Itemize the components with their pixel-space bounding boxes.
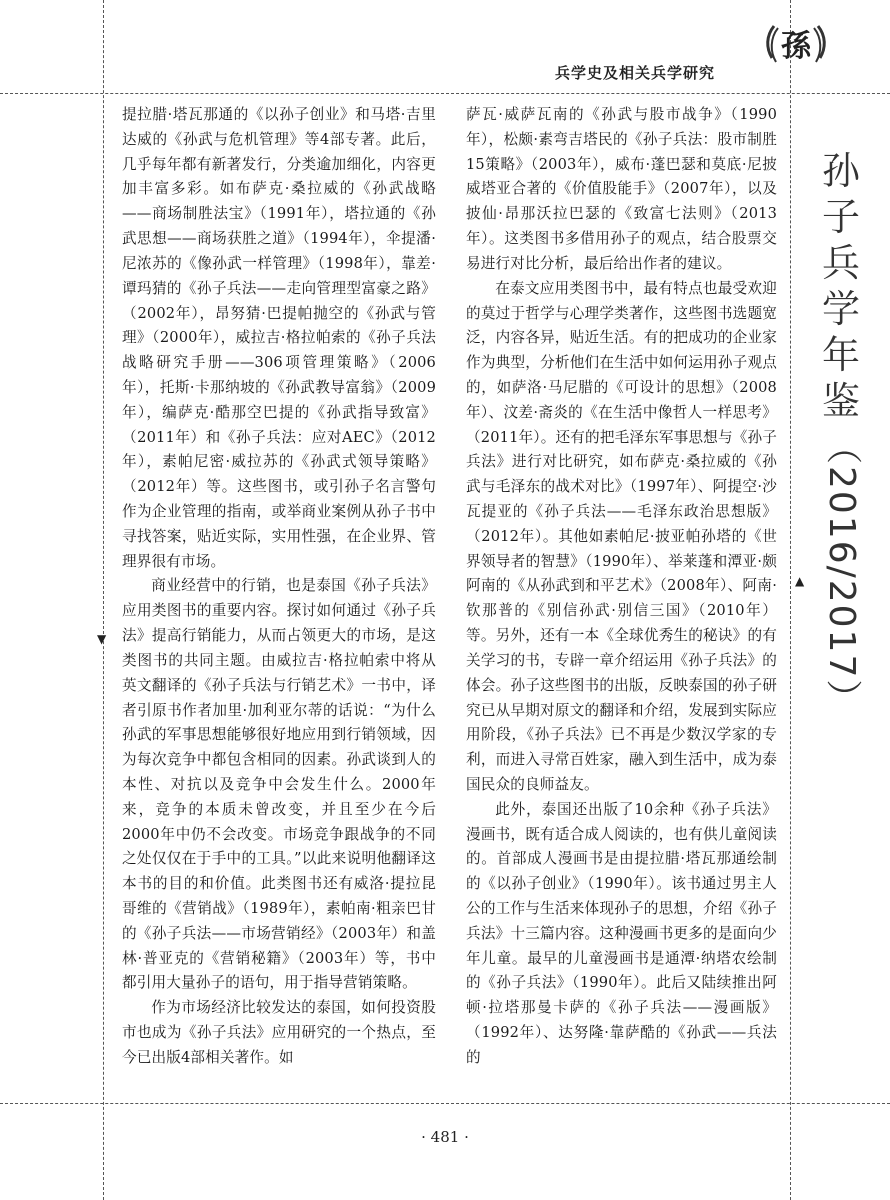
emblem-logo-icon xyxy=(764,18,828,74)
side-title-char: 孙 xyxy=(821,149,860,193)
running-header: 兵学史及相关兵学研究 xyxy=(555,64,716,82)
down-triangle-marker-icon: ▼ xyxy=(97,632,107,646)
top-dashed-rule xyxy=(0,93,890,94)
side-title-char: 学 xyxy=(821,287,860,331)
side-title-char: 鉴 xyxy=(821,379,860,423)
left-dashed-rule xyxy=(103,0,104,1200)
side-title-char: 子 xyxy=(821,195,860,239)
yearbook-side-title xyxy=(812,148,870,717)
page-number: · 481 · xyxy=(421,1128,469,1146)
paragraph: 萨瓦·威萨瓦南的《孙武与股市战争》（1990年），松颇·素弯吉塔民的《孙子兵法：股市制胜15策略》（2003年），威布·蓬巴瑟和莫底·尼披威塔亚合著的《价值股能手》（2007年），以及披仙·昂那沃拉巴瑟的《致富七法则》（2013年）。这类图书多借用孙子的观点，结合股票交易进行对比分析，最后给出作者的建议。 xyxy=(466,106,777,272)
bottom-dashed-rule xyxy=(0,1103,890,1104)
side-title-year: （2016/2017） xyxy=(821,428,862,718)
paragraph: 在泰文应用类图书中，最有特点也最受欢迎的莫过于哲学与心理学类著作，这些图书选题宽泛，内容各异，贴近生活。有的把成功的企业家作为典型，分析他们在生活中如何运用孙子观点的，如萨洛·马尼腊的《可设计的思想》（2008年）、汶差·斋炎的《在生活中像哲人一样思考》（2011年）。还有的把毛泽东军事思想与《孙子兵法》进行对比研究，如布萨克·桑拉威的《孙武与毛泽东的战术对比》（1997年）、阿提空·沙瓦提亚的《孙子兵法——毛泽东政治思想版》（2012年）。其他如素帕尼·披亚帕孙塔的《世界领导者的智慧》（1990年）、举莱蓬和潭亚·颇阿南的《从孙武到和平艺术》（2008年）、阿南·钦那普的《别信孙武·别信三国》（2010年）等。另外，还有一本《全球优秀生的秘诀》的有关学习的书，专辟一章介绍运用《孙子兵法》的体会。孙子这些图书的出版，反映泰国的孙子研究已从早期对原文的翻译和介绍，发展到实际应用阶段，《孙子兵法》已不再是少数汉学家的专利，而进入寻常百姓家，融入到生活中，成为泰国民众的良师益友。 xyxy=(466,279,777,793)
left-text-column xyxy=(122,103,436,1096)
up-triangle-marker-icon: ▲ xyxy=(795,574,805,588)
right-text-column xyxy=(466,103,777,1096)
paragraph: 商业经营中的行销，也是泰国《孙子兵法》应用类图书的重要内容。探讨如何通过《孙子兵法》提高行销能力，从而占领更大的市场，是这类图书的共同主题。由威拉吉·格拉帕索中将从英文翻译的《孙子兵法与行销艺术》一书中，译者引原书作者加里·加利亚尔蒂的话说：“为什么孙武的军事思想能够很好地应用到行销领域，因为每次竞争中都包含相同的因素。孙武谈到人的本性、对抗以及竞争中会发生什么。2000年来，竞争的本质未曾改变，并且至少在今后2000年中仍不会改变。市场竞争跟战争的不同之处仅仅在于手中的工具。”以此来说明他翻译这本书的目的和价值。此类图书还有威洛·提拉昆哥维的《营销战》（1989年），素帕南·粗亲巴甘的《孙子兵法——市场营销经》（2003年）和盖林·普亚克的《营销秘籍》（2003年）等，书中都引用大量孙子的语句，用于指导营销策略。 xyxy=(122,577,436,992)
inner-right-dashed-rule xyxy=(790,0,791,1200)
paragraph: 提拉腊·塔瓦那通的《以孙子创业》和马塔·吉里达威的《孙武与危机管理》等4部专著。此后，几乎每年都有新著发行，分类逾加细化，内容更加丰富多彩。如布萨克·桑拉威的《孙武战略——商场制胜法宝》（1991年），塔拉通的《孙武思想——商场获胜之道》（1994年），伞提潘·尼浓苏的《像孙武一样管理》（1998年），靠差·谭玛猜的《孙子兵法——走向管理型富豪之路》（2002年），昂努猜·巴提帕抛空的《孙武与管理》（2000年），威拉吉·格拉帕索的《孙子兵法战略研究手册——306项管理策略》（2006年），托斯·卡那纳坡的《孙武教导富翁》（2009年），编萨克·酷那空巴提的《孙武指导致富》（2011年）和《孙子兵法：应对AEC》（2012年），素帕尼密·威拉苏的《孙武式领导策略》（2012年）等。这些图书，或引孙子名言警句作为企业管理的指南，或举商业案例从孙子书中寻找答案，贴近实际，实用性强，在企业界、管理界很有市场。 xyxy=(122,106,436,570)
side-title-char: 年 xyxy=(821,333,860,377)
side-title-char: 兵 xyxy=(821,241,860,285)
emblem-glyph: 孫 xyxy=(781,29,811,64)
paragraph: 此外，泰国还出版了10余种《孙子兵法》漫画书，既有适合成人阅读的，也有供儿童阅读的。首部成人漫画书是由提拉腊·塔瓦那通绘制的《以孙子创业》（1990年）。该书通过男主人公的工作与生活来体现孙子的思想，介绍《孙子兵法》十三篇内容。这种漫画书更多的是面向少年儿童。最早的儿童漫画书是通潭·纳塔农绘制的《孙子兵法》（1990年）。此后又陆续推出阿顿·拉塔那曼卡萨的《孙子兵法——漫画版》（1992年）、达努隆·靠萨酷的《孙武——兵法的 xyxy=(466,800,777,1066)
paragraph: 作为市场经济比较发达的泰国，如何投资股市也成为《孙子兵法》应用研究的一个热点，至今已出版4部相关著作。如 xyxy=(122,999,436,1066)
